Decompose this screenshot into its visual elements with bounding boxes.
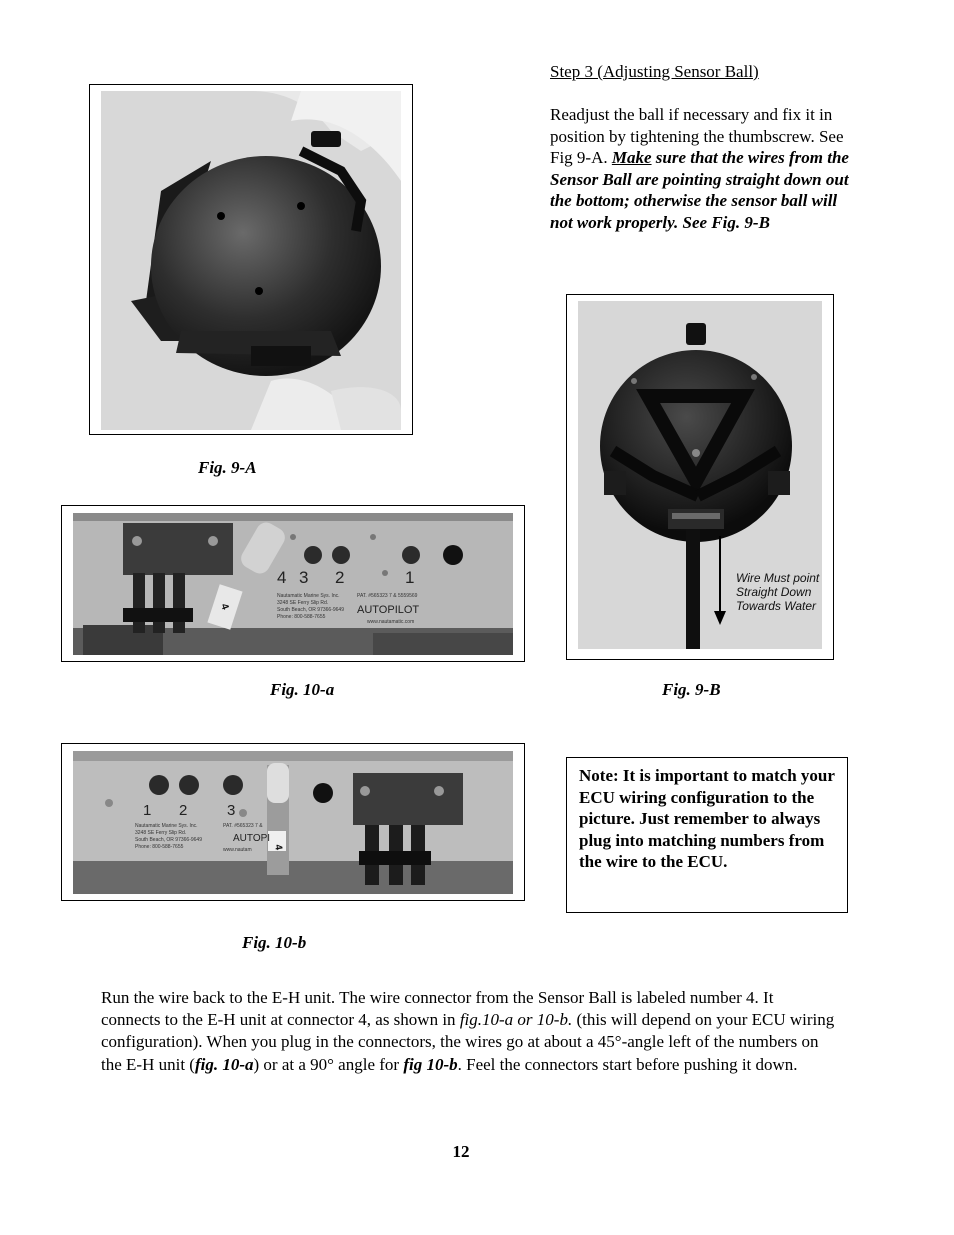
ecu-connectors-image-a [73, 513, 513, 655]
fig10b-photo [73, 751, 513, 894]
para-fig10a-ref: fig. 10-a [194, 1054, 254, 1074]
ecu-connectors-image-b [73, 751, 513, 894]
fig10b-num-2: 2 [179, 802, 188, 819]
fig9b-annotation-line1: Wire Must point [736, 571, 820, 585]
para-part2: (this will depend on your ECU wiring configuration). When you plug in the connectors, the wires go at about a 45°-angle left of the numbers on the E-H unit ( [101, 1010, 835, 1074]
para-fig-ref: fig.10-a or 10-b. [459, 1010, 573, 1030]
fig9b-photo [578, 301, 822, 649]
note-text: Note: It is important to match your ECU wiring configuration to the picture. Just remember to always plug into matching numbers from the wire to the ECU. [579, 766, 835, 871]
fig10b-plate-line2: 3248 SE Ferry Slip Rd. [135, 830, 187, 836]
step-body [550, 104, 850, 233]
sensor-ball-upright-image [578, 301, 822, 649]
fig10a-photo [73, 513, 513, 655]
fig9b-annotation-line3: Towards Water [736, 599, 817, 613]
fig10b-wire-tag: 4 [272, 843, 284, 851]
fig10a-num-4: 1 [405, 568, 415, 587]
para-part1: Run the wire back to the E-H unit. The wire connector from the Sensor Ball is labeled number 4. It connects to the E-H unit at connector 4, as shown in [101, 988, 774, 1030]
step-body-emph-rest: sure that the wires from the Sensor Ball are pointing straight down out the bottom; otherwise the sensor ball will not work properly. See Fig. 9-B [550, 148, 849, 232]
fig10a-plate-line2: 3248 SE Ferry Slip Rd. [277, 600, 329, 606]
fig10b-plate-line3: South Beach, OR 97366-9649 [135, 837, 202, 843]
step-body-plain: Readjust the ball if necessary and fix it in position by tightening the thumbscrew. See Fig 9-A. [550, 105, 844, 167]
fig10b-plate-line4: Phone: 800-588-7655 [135, 844, 184, 850]
instruction-paragraph [101, 987, 836, 1076]
fig10a-pat: PAT. #565323 7 & 5559569 [357, 593, 418, 599]
fig10b-num-1: 1 [143, 802, 152, 819]
fig9b-caption: Fig. 9-B [662, 680, 721, 699]
para-part4: . Feel the connectors start before pushing it down. [457, 1054, 798, 1074]
fig10a-plate-line4: Phone: 800-588-7655 [277, 614, 326, 620]
fig10a-frame [61, 505, 525, 662]
fig10a-web: www.nautamatic.com [367, 619, 415, 625]
page-number: 12 [452, 1142, 470, 1161]
fig10b-brand: AUTOPI [233, 833, 271, 844]
fig9b-frame [566, 294, 834, 660]
fig10a-brand: AUTOPILOT [357, 604, 420, 616]
fig9a-caption: Fig. 9-A [198, 458, 257, 477]
para-fig10b-ref: fig 10-b [403, 1054, 458, 1074]
fig10a-wire-tag: 4 [218, 602, 231, 612]
fig10b-num-3: 3 [227, 802, 236, 819]
step-body-underlined: Make [611, 148, 652, 167]
para-part3: ) or at a 90° angle for [253, 1054, 404, 1074]
fig10a-num-2: 3 [299, 568, 309, 587]
fig10a-caption: Fig. 10-a [270, 680, 335, 699]
fig10a-num-1: 4 [277, 568, 287, 587]
step-title: Step 3 (Adjusting Sensor Ball) [550, 62, 759, 81]
sensor-ball-tilted-image [101, 91, 401, 430]
fig10a-plate-line1: Nautamatic Marine Sys. Inc. [277, 593, 340, 599]
fig10a-num-3: 2 [335, 568, 345, 587]
fig10b-caption: Fig. 10-b [242, 933, 307, 952]
fig9a-frame [89, 84, 413, 435]
fig10b-plate-line1: Nautamatic Marine Sys. Inc. [135, 823, 198, 829]
note-box [566, 757, 848, 913]
fig10a-plate-line3: South Beach, OR 97366-9649 [277, 607, 344, 613]
fig10b-web: www.nautam [223, 847, 252, 853]
fig10b-frame [61, 743, 525, 901]
fig9a-photo [101, 91, 401, 430]
fig10b-pat: PAT. #565323 7 & [223, 823, 263, 829]
fig9b-annotation-line2: Straight Down [736, 585, 812, 599]
